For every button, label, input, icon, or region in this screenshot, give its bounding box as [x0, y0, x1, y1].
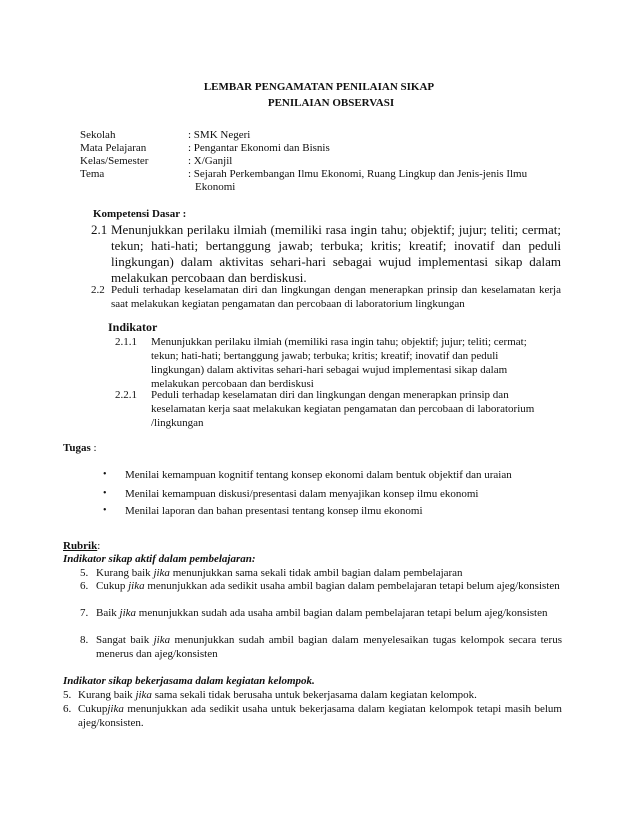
info-label: Kelas/Semester	[80, 155, 149, 167]
kd-heading: Kompetensi Dasar :	[93, 208, 187, 220]
rubrik-item: Baik jika menunjukkan sudah ada usaha ambil bagian dalam pembelajaran tetapi belum ajeg/konsisten	[96, 607, 548, 619]
info-value: : Sejarah Perkembangan Ilmu Ekonomi, Ruang Lingkup dan Jenis-jenis Ilmu	[188, 168, 528, 180]
rubrik-heading: Rubrik:	[63, 540, 101, 552]
rubrik-item: Kurang baik jika menunjukkan sama sekali tidak ambil bagian dalam pembelajaran	[96, 567, 463, 579]
rubrik-number: 6.	[63, 703, 72, 715]
indikator-heading: Indikator	[108, 320, 158, 334]
rubrik-item: Cukup jika menunjukkan ada sedikit usaha ambil bagian dalam pembelajaran tetapi belum ajeg/konsisten	[96, 580, 560, 592]
info-value-tema-cont: Ekonomi	[195, 181, 236, 193]
tugas-item: Menilai kemampuan diskusi/presentasi dalam menyajikan konsep ilmu ekonomi	[125, 488, 479, 500]
tugas-item: Menilai kemampuan kognitif tentang konsep ekonomi dalam bentuk objektif dan uraian	[125, 469, 512, 481]
info-label: Mata Pelajaran	[80, 142, 147, 154]
rubrik-item: Kurang baik jika sama sekali tidak berusaha untuk bekerjasama dalam kegiatan kelompok.	[78, 689, 477, 701]
rubrik-number: 6.	[80, 580, 89, 592]
rubrik-number: 5.	[80, 567, 89, 579]
indikator-number: 2.1.1	[115, 336, 137, 348]
indikator-number: 2.2.1	[115, 389, 137, 401]
info-label: Sekolah	[80, 129, 116, 141]
rubrik-subheading: Indikator sikap bekerjasama dalam kegiatan kelompok.	[63, 675, 315, 687]
info-value: : Pengantar Ekonomi dan Bisnis	[188, 142, 330, 154]
rubrik-item: Cukupjika menunjukkan ada sedikit usaha untuk bekerjasama dalam kegiatan kelompok tetapi masih belum ajeg/konsisten.	[78, 703, 562, 729]
bullet-icon: •	[103, 488, 107, 499]
rubrik-number: 7.	[80, 607, 89, 619]
info-row-sekolah	[80, 128, 250, 142]
info-row-tema	[80, 167, 527, 181]
info-row-kelas	[80, 154, 232, 168]
kd-number: 2.2	[91, 284, 105, 296]
rubrik-number: 8.	[80, 634, 89, 646]
kd-text: Menunjukkan perilaku ilmiah (memiliki rasa ingin tahu; objektif; jujur; teliti; cermat; tekun; hati-hati; bertanggung jawab; terbuka; kritis; kreatif; inovatif dan peduli lingkungan) dalam aktivitas sehari-hari sebagai wujud implementasi sikap dalam melakukan percobaan dan berdiskusi.	[111, 222, 561, 285]
kd-number: 2.1	[91, 222, 108, 237]
info-row-mata-pelajaran	[80, 141, 330, 155]
indikator-text: Peduli terhadap keselamatan diri dan lingkungan dengan menerapkan prinsip dan keselamatan kerja saat melakukan kegiatan pengamatan dan percobaan di laboratorium /lingkungan	[151, 389, 535, 429]
rubrik-item: Sangat baik jika menunjukkan sudah ambil bagian dalam menyelesaikan tugas kelompok secara terus menerus dan ajeg/konsisten	[96, 634, 562, 660]
indikator-text: Menunjukkan perilaku ilmiah (memiliki rasa ingin tahu; objektif; jujur; teliti; cermat; tekun; hati-hati; bertanggung jawab; terbuka; kritis; kreatif; inovatif dan peduli lingkungan) dalam aktivitas sehari-hari sebagai wujud implementasi sikap dalam melakukan percobaan dan berdiskusi	[151, 336, 527, 390]
tugas-item: Menilai laporan dan bahan presentasi tentang konsep ilmu ekonomi	[125, 505, 423, 517]
bullet-icon: •	[103, 469, 107, 480]
bullet-icon: •	[103, 505, 107, 516]
info-value: : SMK Negeri	[188, 129, 251, 141]
info-label: Tema	[80, 168, 105, 180]
rubrik-subheading: Indikator sikap aktif dalam pembelajaran:	[63, 553, 256, 565]
kd-text: Peduli terhadap keselamatan diri dan lingkungan dengan menerapkan prinsip dan keselamatan kerja saat melakukan kegiatan pengamatan dan percobaan di laboratorium lingkungan	[111, 284, 561, 310]
document-subtitle: PENILAIAN OBSERVASI	[267, 97, 395, 109]
info-value: : X/Ganjil	[188, 155, 233, 167]
tugas-heading: Tugas :	[63, 442, 97, 454]
rubrik-number: 5.	[63, 689, 72, 701]
document-title: LEMBAR PENGAMATAN PENILAIAN SIKAP	[203, 81, 435, 93]
